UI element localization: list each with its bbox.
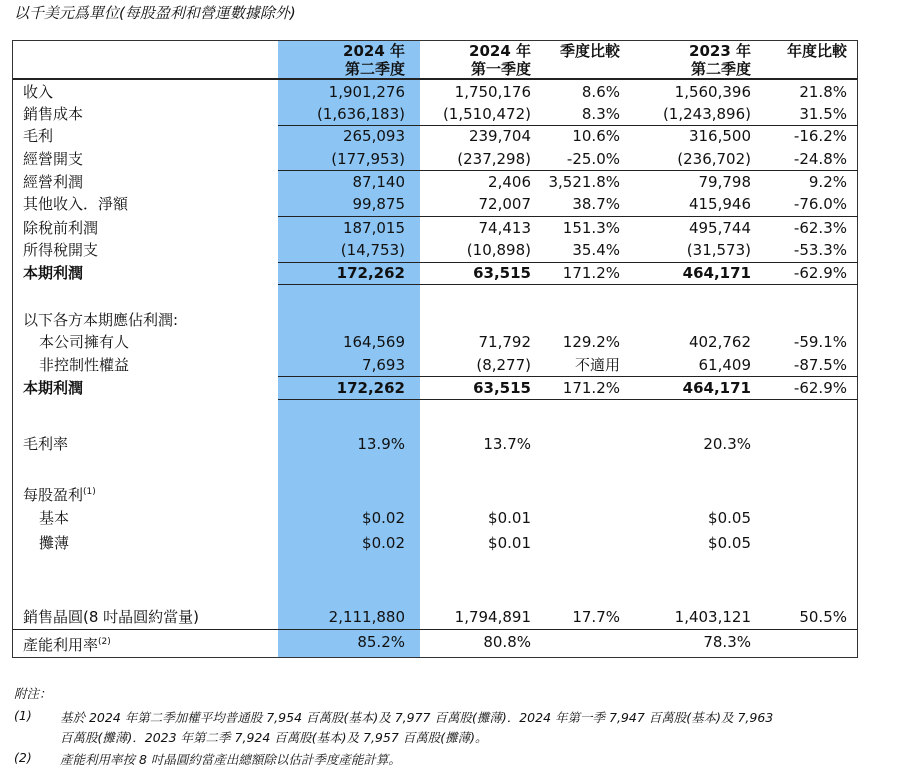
section-label: 每股盈利$^{(1)}$ bbox=[23, 486, 96, 504]
table-row: 收入 1,901,276 1,750,176 8.6% 1,560,396 21.8% bbox=[23, 83, 847, 101]
rule-net bbox=[278, 262, 858, 263]
table-row: 經營開支 (177,953) (237,298) -25.0% (236,702) -24.8% bbox=[23, 150, 847, 168]
rule-wafer bbox=[13, 629, 857, 630]
note-2-text: 產能利用率按 8 吋晶圓約當產出總額除以估計季度產能計算。 bbox=[60, 752, 401, 767]
table-row: 毛利率 13.9% 13.7% 20.3% bbox=[23, 435, 751, 453]
header-2024q2: 2024 年 第二季度 bbox=[343, 42, 405, 78]
rule-net-bottom bbox=[278, 284, 858, 285]
table-row: 本公司擁有人 164,569 71,792 129.2% 402,762 -59.1% bbox=[39, 333, 847, 351]
section-label: 以下各方本期應佔利潤: bbox=[23, 311, 179, 329]
rule-gross bbox=[278, 125, 858, 126]
table-row: 除稅前利潤 187,015 74,413 151.3% 495,744 -62.3% bbox=[23, 219, 847, 237]
table-row: 非控制性權益 7,693 (8,277) 不適用 61,409 -87.5% bbox=[39, 356, 847, 374]
table-row-total: 本期利潤 172,262 63,515 171.2% 464,171 -62.9% bbox=[23, 379, 847, 397]
table-row-total: 本期利潤 172,262 63,515 171.2% 464,171 -62.9% bbox=[23, 264, 847, 282]
table-row: 毛利 265,093 239,704 10.6% 316,500 -16.2% bbox=[23, 127, 847, 145]
table-row: 所得稅開支 (14,753) (10,898) 35.4% (31,573) -53.3% bbox=[23, 241, 847, 259]
table-row: 攤薄 $0.02 $0.01 $0.05 bbox=[39, 534, 751, 552]
note-2-number: (2) bbox=[14, 750, 32, 765]
header-yoy: 年度比較 bbox=[786, 42, 847, 60]
note-1-number: (1) bbox=[14, 708, 32, 723]
header-qoq: 季度比較 bbox=[559, 42, 620, 60]
note-1-line2: 百萬股(攤薄)．2023 年第二季 7,924 百萬股(基本)及 7,957 百萬股(攤薄)。 bbox=[60, 730, 488, 745]
table-row: 銷售晶圓(8 吋晶圓約當量) 2,111,880 1,794,891 17.7% 1,403,121 50.5% bbox=[23, 608, 847, 626]
table-row: 經營利潤 87,140 2,406 3,521.8% 79,798 9.2% bbox=[23, 173, 847, 191]
header-2023q2: 2023 年 第二季度 bbox=[689, 42, 751, 78]
table-row: 基本 $0.02 $0.01 $0.05 bbox=[39, 509, 751, 527]
rule-pretax bbox=[278, 216, 858, 217]
header-2024q1: 2024 年 第一季度 bbox=[469, 42, 531, 78]
note-1-line1: 基於 2024 年第二季加權平均普通股 7,954 百萬股(基本)及 7,977 百萬股(攤薄)．2024 年第一季 7,947 百萬股(基本)及 7,963 bbox=[60, 710, 774, 725]
table-row: 產能利用率$^{(2)}$ 85.2% 80.8% 78.3% bbox=[23, 633, 751, 654]
header-rule bbox=[13, 78, 857, 80]
unit-note: 以千美元爲單位(每股盈利和營運數據除外) bbox=[14, 4, 296, 22]
table-row: 銷售成本 (1,636,183) (1,510,472) 8.3% (1,243,896) 31.5% bbox=[23, 105, 847, 123]
rule-op bbox=[278, 170, 858, 171]
table-row: 其他收入．淨額 99,875 72,007 38.7% 415,946 -76.0% bbox=[23, 195, 847, 213]
financial-table bbox=[12, 40, 858, 658]
notes-title: 附注： bbox=[14, 686, 52, 701]
rule-attrib bbox=[278, 376, 858, 377]
rule-attrib-bottom bbox=[278, 399, 858, 400]
